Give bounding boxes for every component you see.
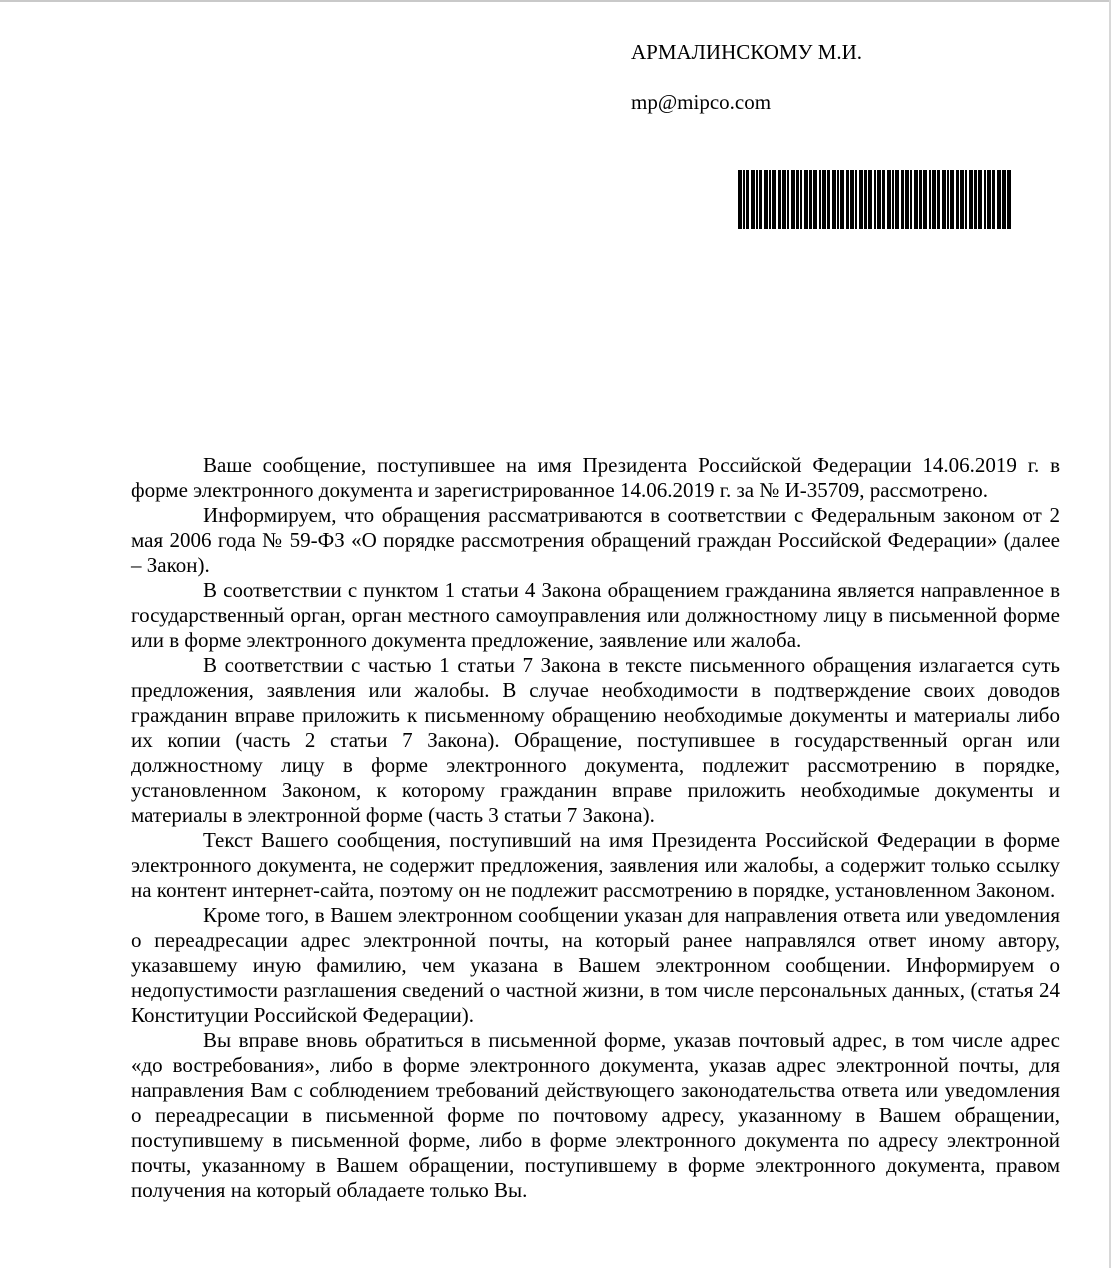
addressee-email: mp@mipco.com — [631, 90, 772, 114]
barcode-bar — [1007, 170, 1011, 229]
paragraph-requirements: В соответствии с частью 1 статьи 7 Закона в тексте письменного обращения излагается суть предложения, заявления или жалобы. В случае необходимости в подтверждение своих доводов гражданин вправе приложить к письменному обращению необходимые документы и материалы либо их копии (часть 2 статьи 7 Закона). Обращение, поступившее в государственный орган или должностному лицу в форме электронного документа, подлежит рассмотрению в порядке, установленном Законом, к которому гражданин вправе приложить необходимые документы и материалы в электронной форме (часть 3 статьи 7 Закона). — [131, 653, 1060, 827]
paragraph-registration: Ваше сообщение, поступившее на имя Президента Российской Федерации 14.06.2019 г. в форме электронного документа и зарегистрированное 14.06.2019 г. за № И-35709, рассмотрено. — [131, 453, 1060, 502]
paragraph-decision: Текст Вашего сообщения, поступивший на имя Президента Российской Федерации в форме электронного документа, не содержит предложения, заявления или жалобы, а содержит только ссылку на контент интернет-сайта, поэтому он не подлежит рассмотрению в порядке, установленном Законом. — [131, 828, 1060, 902]
paragraph-law-reference: Информируем, что обращения рассматриваются в соответствии с Федеральным законом от 2 мая 2006 года № 59-ФЗ «О порядке рассмотрения обращений граждан Российской Федерации» (далее – Закон). — [131, 503, 1060, 577]
document-barcode — [738, 170, 1024, 229]
letter-body — [131, 453, 1060, 1203]
page-top-border — [0, 0, 1111, 2]
paragraph-privacy: Кроме того, в Вашем электронном сообщении указан для направления ответа или уведомления о переадресации адрес электронной почты, на который ранее направлялся ответ иному автору, указавшему иную фамилию, чем указана в Вашем электронном сообщении. Информируем о недопустимости разглашения сведений о частной жизни, в том числе персональных данных, (статья 24 Конституции Российской Федерации). — [131, 903, 1060, 1027]
paragraph-reapply: Вы вправе вновь обратиться в письменной форме, указав почтовый адрес, в том числе адрес «до востребования», либо в форме электронного документа, указав адрес электронной почты, для направления Вам с соблюдением требований действующего законодательства ответа или уведомления о переадресации в письменной форме по почтовому адресу, указанному в Вашем обращении, поступившему в письменной форме, либо в форме электронного документа по адресу электронной почты, указанному в Вашем обращении, поступившему в форме электронного документа, правом получения на который обладаете только Вы. — [131, 1028, 1060, 1202]
paragraph-definition: В соответствии с пунктом 1 статьи 4 Закона обращением гражданина является направленное в государственный орган, орган местного самоуправления или должностному лицу в письменной форме или в форме электронного документа предложение, заявление или жалоба. — [131, 578, 1060, 652]
addressee-name: АРМАЛИНСКОМУ М.И. — [631, 40, 863, 64]
